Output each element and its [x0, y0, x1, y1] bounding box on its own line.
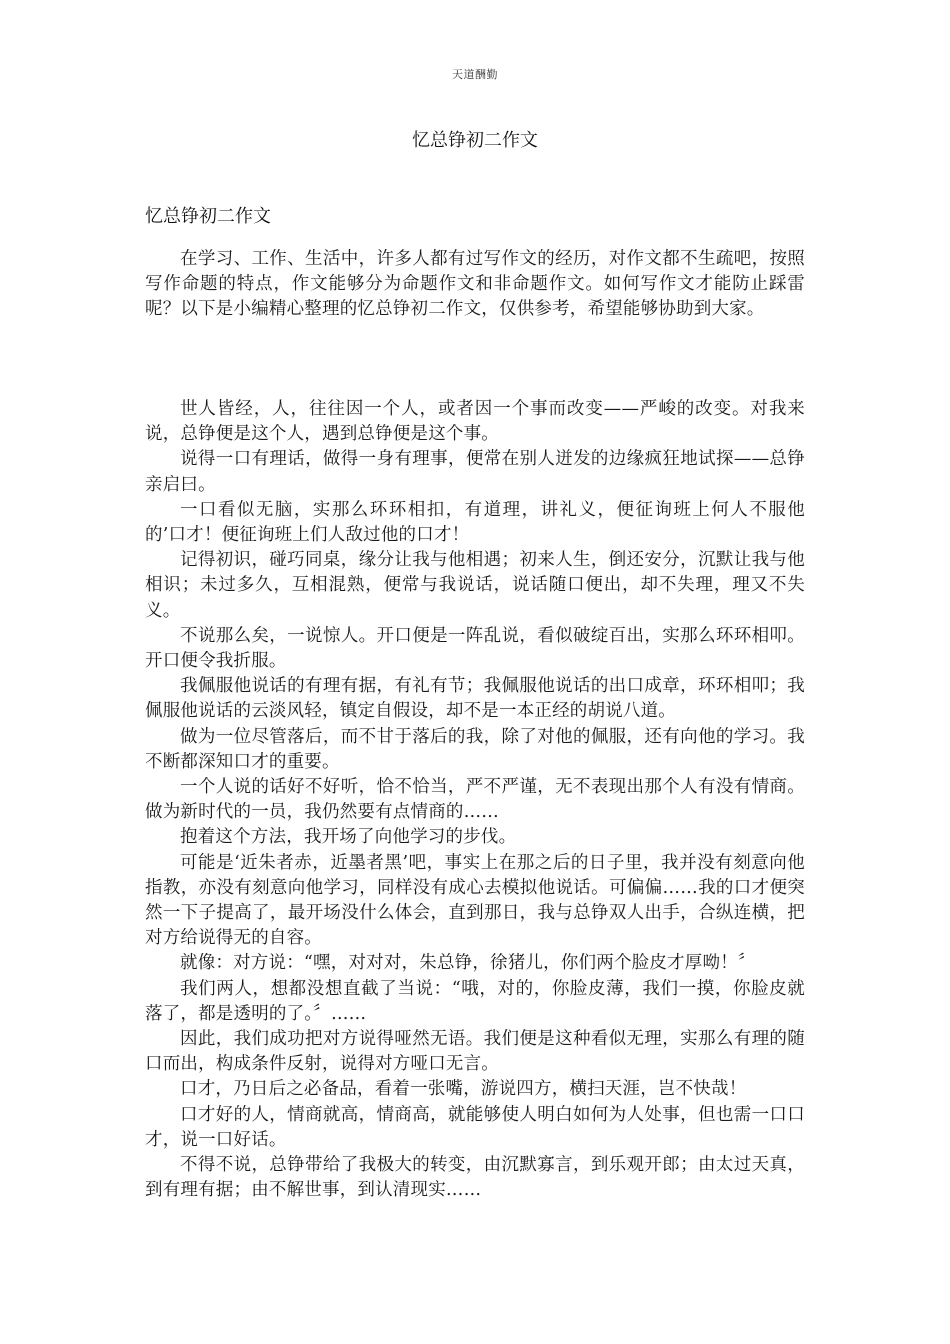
document-subtitle: 忆总铮初二作文: [145, 206, 271, 227]
body-paragraph: 一口看似无脑，实那么环环相扣，有道理，讲礼义，便征询班上何人不服他的’口才！便征询班上们人敌过他的口才！: [145, 499, 805, 546]
body-paragraph: 口才，乃日后之必备品，看着一张嘴，游说四方，横扫天涯，岂不快哉！: [180, 1079, 747, 1100]
intro-paragraph: 在学习、工作、生活中，许多人都有过写作文的经历，对作文都不生疏吧，按照写作命题的特点，作文能够分为命题作文和非命题作文。如何写作文才能防止踩雷呢？以下是小编精心整理的忆总铮初二作文，仅供参考，希望能够协助到大家。: [145, 249, 805, 320]
body-paragraph: 我佩服他说话的有理有据，有礼有节；我佩服他说话的出口成章，环环相叩；我佩服他说话的云淡风轻，镇定自假设，却不是一本正经的胡说八道。: [145, 676, 805, 722]
body-paragraph: 我们两人，想都没想直截了当说：“哦，对的，你脸皮薄，我们一摸，你脸皮就落了，都是透明的了。〞……: [145, 978, 805, 1024]
body-paragraph: 抱着这个方法，我开场了向他学习的步伐。: [180, 827, 517, 848]
body-paragraph: 口才好的人，情商就高，情商高，就能够使人明白如何为人处事，但也需一口口才，说一口好话。: [145, 1104, 805, 1150]
body-paragraph: 做为一位尽管落后，而不甘于落后的我，除了对他的佩服，还有向他的学习。我不断都深知口才的重要。: [145, 726, 805, 772]
body-paragraph: 世人皆经，人，往往因一个人，或者因一个事而改变——严峻的改变。对我来说，总铮便是这个人，遇到总铮便是这个事。: [145, 399, 805, 445]
essay-body: [145, 397, 805, 1204]
body-paragraph: 不说那么矣，一说惊人。开口便是一阵乱说，看似破绽百出，实那么环环相叩。开口便令我折服。: [145, 625, 805, 672]
document-title: 忆总铮初二作文: [412, 130, 538, 151]
body-paragraph: 可能是‘近朱者赤，近墨者黑’吧，事实上在那之后的日子里，我并没有刻意向他指教，亦没有刻意向他学习，同样没有成心去模拟他说话。可偏偏……我的口才便突然一下子提高了，最开场没什么体会，直到那日，我与总铮双人出手，合纵连横，把对方给说得无的自容。: [145, 852, 805, 949]
page-header: 天道酬勤: [452, 68, 498, 81]
body-paragraph: 一个人说的话好不好听，恰不恰当，严不严谨，无不表现出那个人有没有情商。做为新时代的一员，我仍然要有点情商的……: [145, 777, 805, 823]
intro-section: [145, 247, 805, 323]
body-paragraph: 记得初识，碰巧同桌，缘分让我与他相遇；初来人生，倒还安分，沉默让我与他相识；未过多久，互相混熟，便常与我说话，说话随口便出，却不失理，理又不失义。: [145, 550, 805, 621]
body-paragraph: 不得不说，总铮带给了我极大的转变，由沉默寡言，到乐观开郎；由太过天真，到有理有据；由不解世事，到认清现实……: [145, 1155, 805, 1201]
body-paragraph: 因此，我们成功把对方说得哑然无语。我们便是这种看似无理，实那么有理的随口而出，构成条件反射，说得对方哑口无言。: [145, 1029, 805, 1075]
body-paragraph: 说得一口有理话，做得一身有理事，便常在别人迸发的边缘疯狂地试探——总铮亲启曰。: [145, 449, 805, 495]
body-paragraph: 就像：对方说：“嘿，对对对，朱总铮，徐猪儿，你们两个脸皮才厚呦！〞: [180, 953, 756, 974]
